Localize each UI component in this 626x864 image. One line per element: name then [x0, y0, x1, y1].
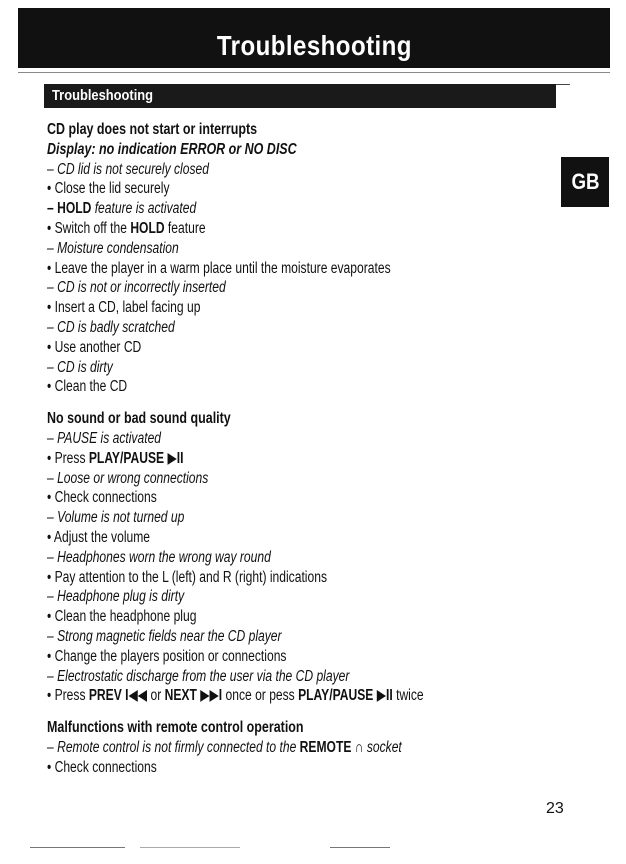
cause-text: – Headphones worn the wrong way round: [47, 548, 271, 566]
hold-label: – HOLD: [47, 200, 92, 218]
cause-text-start: – Remote control is not firmly connected to the: [47, 738, 300, 756]
cause-text-rest: feature is activated: [91, 200, 197, 218]
language-tab-label: GB: [570, 169, 600, 194]
remedy-suffix: feature: [164, 219, 206, 237]
next-label: NEXT ▶▶I: [164, 687, 223, 705]
remedy-mid: once or pess: [222, 687, 299, 705]
cause-text: – CD is not or incorrectly inserted: [47, 279, 226, 297]
remedy-suffix: twice: [392, 687, 424, 705]
remedy-text: • Use another CD: [47, 338, 142, 356]
cause-text: – CD lid is not securely closed: [47, 160, 209, 178]
remedy-text: • Clean the CD: [47, 378, 128, 396]
section-header-bar: [44, 84, 556, 108]
cause-text: [47, 738, 453, 758]
display-note: Display: no indication ERROR or NO DISC: [47, 140, 297, 158]
cause-text: – Strong magnetic fields near the CD player: [47, 627, 282, 645]
prev-label: PREV I◀◀: [88, 687, 148, 705]
remedy-text: [47, 686, 453, 706]
title-banner: [18, 8, 610, 68]
group-heading: No sound or bad sound quality: [47, 410, 231, 428]
cause-text: [47, 199, 453, 219]
play-pause-label: PLAY/PAUSE ▶II: [298, 687, 393, 705]
cause-text: – Electrostatic discharge from the user via the CD player: [47, 667, 350, 685]
remedy-prefix: • Press: [47, 449, 89, 467]
cause-text: – Loose or wrong connections: [47, 469, 209, 487]
cause-text: – Moisture condensation: [47, 239, 179, 257]
remedy-text: • Pay attention to the L (left) and R (right) indications: [47, 568, 327, 586]
hold-label: HOLD: [130, 219, 165, 237]
section-label: Troubleshooting: [52, 87, 154, 104]
play-pause-label: PLAY/PAUSE ▶II: [88, 449, 184, 467]
footer-rule: [330, 847, 390, 848]
cause-text: – CD is dirty: [47, 358, 113, 376]
language-tab: [561, 157, 609, 207]
group-heading: CD play does not start or interrupts: [47, 121, 258, 138]
remedy-prefix: • Press: [47, 687, 89, 705]
page-title: Troubleshooting: [216, 30, 412, 61]
page-number: 23: [546, 800, 564, 817]
cause-text: – Headphone plug is dirty: [47, 588, 185, 606]
cause-text: – CD is badly scratched: [47, 318, 175, 336]
remedy-text: [47, 219, 453, 239]
remedy-text: • Check connections: [47, 489, 157, 507]
remedy-text: • Change the players position or connections: [47, 647, 287, 665]
remedy-text: • Check connections: [47, 758, 157, 776]
cause-text: – PAUSE is activated: [47, 429, 162, 447]
remedy-text: • Adjust the volume: [47, 528, 151, 546]
remedy-text: • Leave the player in a warm place until the moisture evaporates: [47, 259, 391, 277]
remedy-text: • Close the lid securely: [47, 180, 170, 198]
remedy-text: [47, 449, 453, 469]
section-rule: [556, 84, 570, 85]
footer-rule: [140, 847, 240, 848]
group-heading: Malfunctions with remote control operation: [47, 719, 304, 737]
cause-text-end: socket: [363, 738, 402, 756]
remedy-text: • Insert a CD, label facing up: [47, 299, 201, 317]
remedy-text: • Clean the headphone plug: [47, 608, 197, 626]
header-divider: [18, 72, 610, 73]
remote-label: REMOTE ∩: [299, 738, 364, 756]
remedy-mid: or: [147, 687, 165, 705]
cause-text: – Volume is not turned up: [47, 509, 185, 527]
remedy-prefix: • Switch off the: [47, 219, 131, 237]
footer-rule: [30, 847, 125, 848]
troubleshooting-content: [47, 120, 567, 778]
